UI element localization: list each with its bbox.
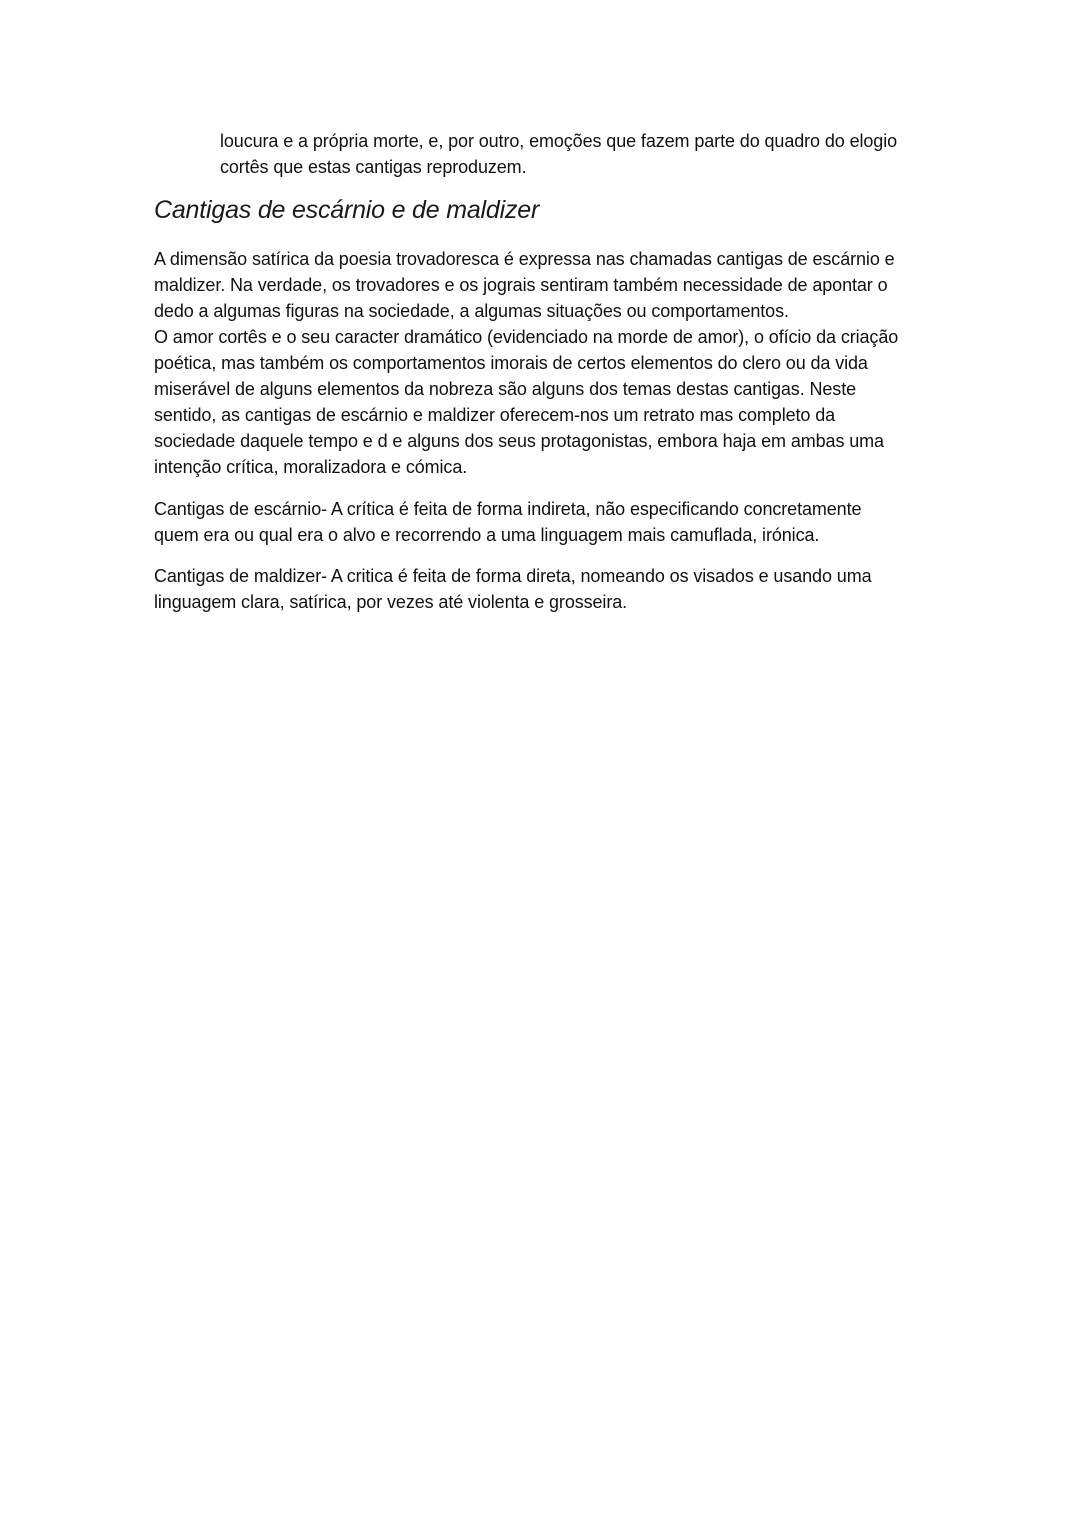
text-line: quem era ou qual era o alvo e recorrendo a uma linguagem mais camuflada, irónica. — [154, 525, 820, 545]
text-line: Cantigas de maldizer- A critica é feita de forma direta, nomeando os visados e usando uma — [154, 566, 872, 586]
text-line: poética, mas também os comportamentos imorais de certos elementos do clero ou da vida — [154, 353, 868, 373]
text-line: O amor cortês e o seu caracter dramático (evidenciado na morde de amor), o ofício da criação — [154, 327, 899, 347]
text-line: dedo a algumas figuras na sociedade, a algumas situações ou comportamentos. — [154, 301, 789, 321]
text-line: maldizer. Na verdade, os trovadores e os jograis sentiram também necessidade de apontar o — [154, 275, 888, 295]
text-line: sociedade daquele tempo e d e alguns dos seus protagonistas, embora haja em ambas uma — [154, 431, 884, 451]
text-line: cortês que estas cantigas reproduzem. — [220, 157, 527, 177]
text-line: linguagem clara, satírica, por vezes até violenta e grosseira. — [154, 592, 628, 612]
text-line: intenção crítica, moralizadora e cómica. — [154, 457, 468, 477]
text-line: Cantigas de escárnio- A crítica é feita de forma indireta, não especificando concretamente — [154, 499, 862, 519]
text-line: A dimensão satírica da poesia trovadoresca é expressa nas chamadas cantigas de escárnio e — [154, 249, 895, 269]
text-line: miserável de alguns elementos da nobreza são alguns dos temas destas cantigas. Neste — [154, 379, 857, 399]
section-heading: Cantigas de escárnio e de maldizer — [154, 196, 540, 224]
text-line: sentido, as cantigas de escárnio e maldizer oferecem-nos um retrato mas completo da — [154, 405, 836, 425]
text-line: loucura e a própria morte, e, por outro, emoções que fazem parte do quadro do elogio — [220, 131, 898, 151]
